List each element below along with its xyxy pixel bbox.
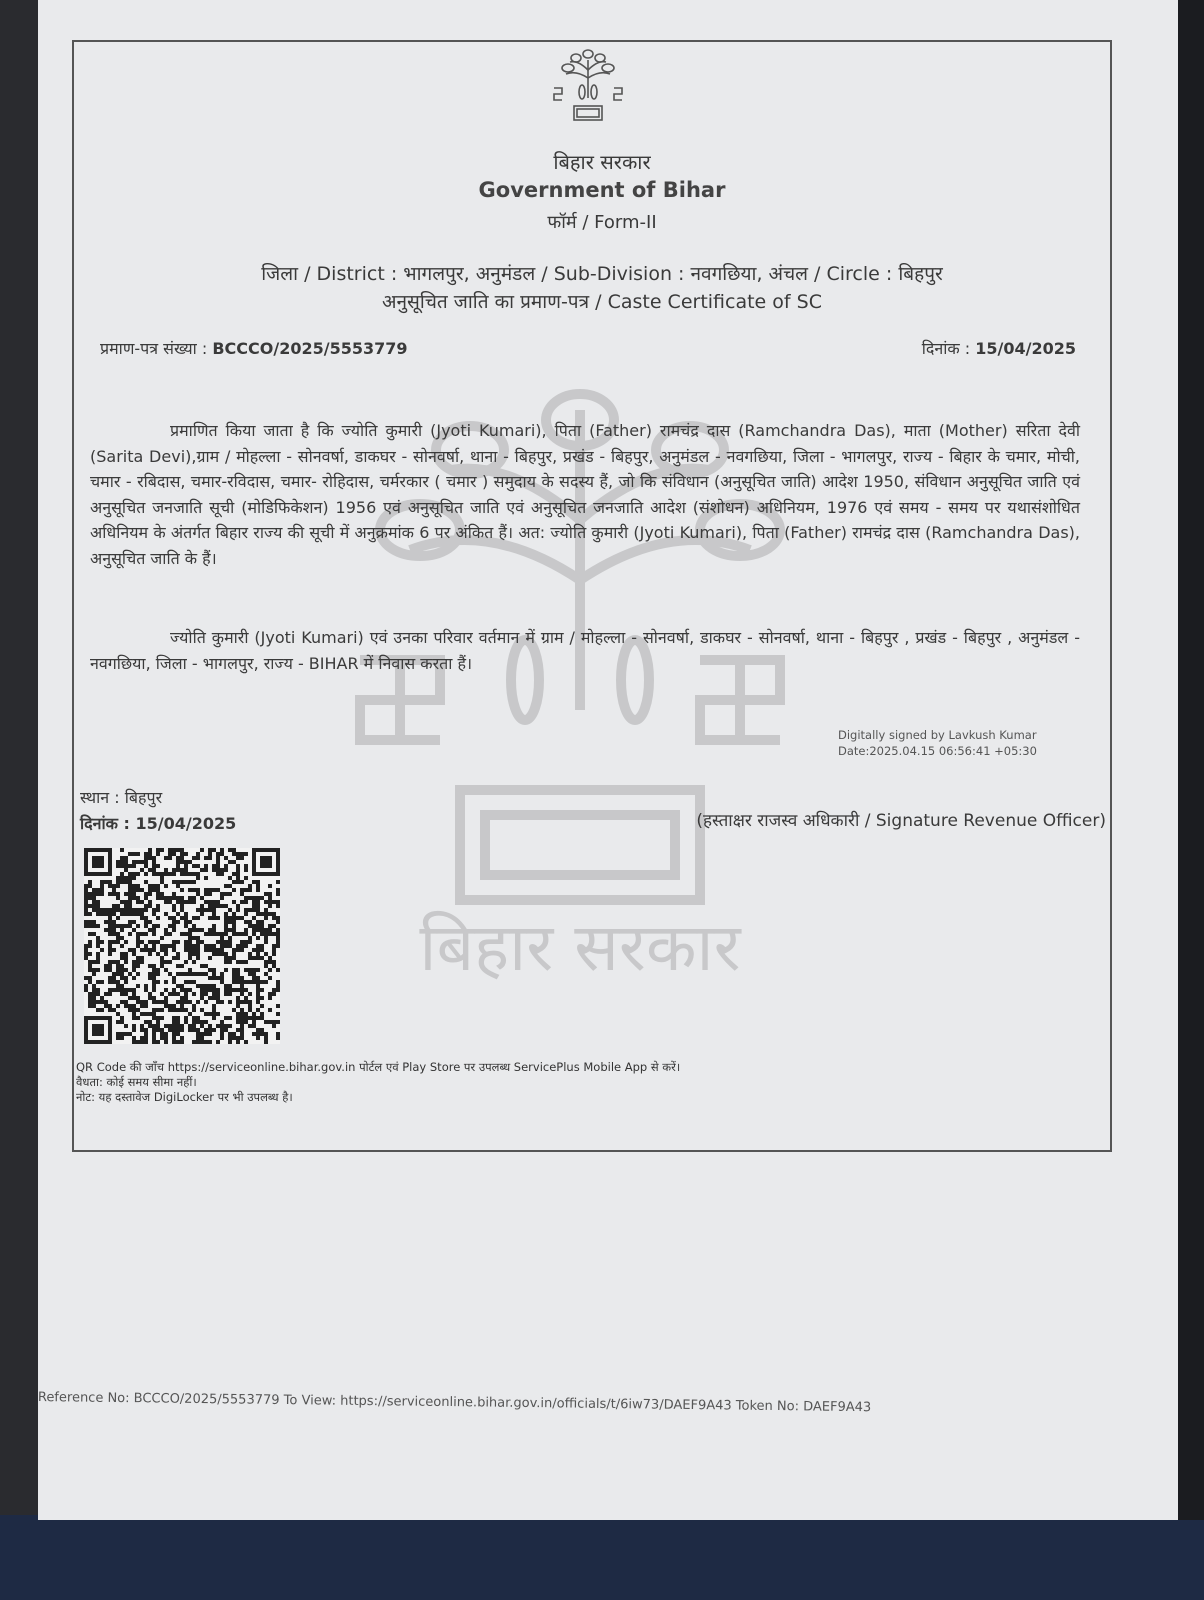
certificate-body-paragraph-1: प्रमाणित किया जाता है कि ज्योति कुमारी (Jyoti Kumari), पिता (Father) रामचंद्र दास (Ramchandra Das), माता (Mother) सरिता देवी (Sarita Devi),ग्राम / मोहल्ला - सोनवर्षा, डाकघर - सोनवर्षा, थाना - बिहपुर, प्रखंड - बिहपुर, अनुमंडल - नवगछिया, जिला - भागलपुर, राज्य - बिहार के चमार, मोची, चमार - रबिदास, चमार-रविदास, चमार- रोहिदास, चर्मरकार ( चमार ) समुदाय के सदस्य हैं, जो कि संविधान (अनुसूचित जाति) आदेश 1950, संविधान अनुसूचित जाति एवं अनुसूचित जनजाति सूची (मोडिफिकेशन) 1956 एवं अनुसूचित जाति एवं अनुसूचित जनजाति आदेश (संशोधन) अधिनियम, 1976 एवं समय - समय पर यथासंशोधित अधिनियम के अंतर्गत बिहार राज्य की सूची में अनुक्रमांक 6 पर अंकित हैं। अत: ज्योति कुमारी (Jyoti Kumari), पिता (Father) रामचंद्र दास (Ramchandra Das), अनुसूचित जाति के हैं। — [90, 421, 1080, 568]
certificate-date-label: दिनांक : — [921, 339, 976, 358]
watermark-text: बिहार सरकार — [419, 909, 741, 986]
certificate-number-value: BCCCO/2025/5553779 — [212, 339, 408, 358]
place-text: स्थान : बिहपुर — [80, 788, 163, 807]
digilocker-note: नोट: यह दस्तावेज DigiLocker पर भी उपलब्ध है। — [76, 1090, 293, 1104]
form-number: फॉर्म / Form-II — [547, 212, 657, 233]
digital-signature-block — [838, 727, 1037, 759]
issue-date-text: दिनांक : 15/04/2025 — [80, 814, 237, 833]
place-date-block — [80, 785, 236, 837]
certificate-date — [922, 337, 1076, 359]
qr-code-icon[interactable] — [84, 848, 280, 1044]
certificate-number — [100, 337, 408, 359]
bihar-emblem-icon — [548, 48, 628, 128]
certificate-body-paragraph-2: ज्योति कुमारी (Jyoti Kumari) एवं उनका परिवार वर्तमान में ग्राम / मोहल्ला - सोनवर्षा, डाकघर - सोनवर्षा, थाना - बिहपुर , प्रखंड - बिहपुर , अनुमंडल - नवगछिया, जिला - भागलपुर, राज्य - BIHAR में निवास करता हैं। — [90, 628, 1080, 673]
certificate-date-value: 15/04/2025 — [975, 339, 1076, 358]
signature-label: (हस्ताक्षर राजस्व अधिकारी / Signature Revenue Officer) — [696, 811, 1106, 831]
desk-background — [0, 1515, 1204, 1600]
qr-verify-note: QR Code की जाँच https://serviceonline.bihar.gov.in पोर्टल एवं Play Store पर उपलब्ध ServicePlus Mobile App से करें। — [76, 1060, 681, 1074]
verification-notes — [76, 1060, 680, 1105]
govt-title-english: Government of Bihar — [478, 178, 726, 202]
govt-title-hindi: बिहार सरकार — [553, 150, 651, 174]
certificate-number-label: प्रमाण-पत्र संख्या : — [100, 339, 213, 358]
digital-signature-name: Digitally signed by Lavkush Kumar — [838, 728, 1037, 742]
validity-note: वैधता: कोई समय सीमा नहीं। — [76, 1075, 197, 1089]
reference-footer: Reference No: BCCCO/2025/5553779 To View: https://serviceonline.bihar.gov.in/officials/t/6iw73/DAEF9A43 Token No: DAEF9A43 — [37, 1390, 872, 1416]
certificate-title: अनुसूचित जाति का प्रमाण-पत्र / Caste Certificate of SC — [382, 291, 822, 313]
district-line: जिला / District : भागलपुर, अनुमंडल / Sub-Division : नवगछिया, अंचल / Circle : बिहपुर — [261, 263, 943, 285]
digital-signature-date: Date:2025.04.15 06:56:41 +05:30 — [838, 744, 1037, 758]
